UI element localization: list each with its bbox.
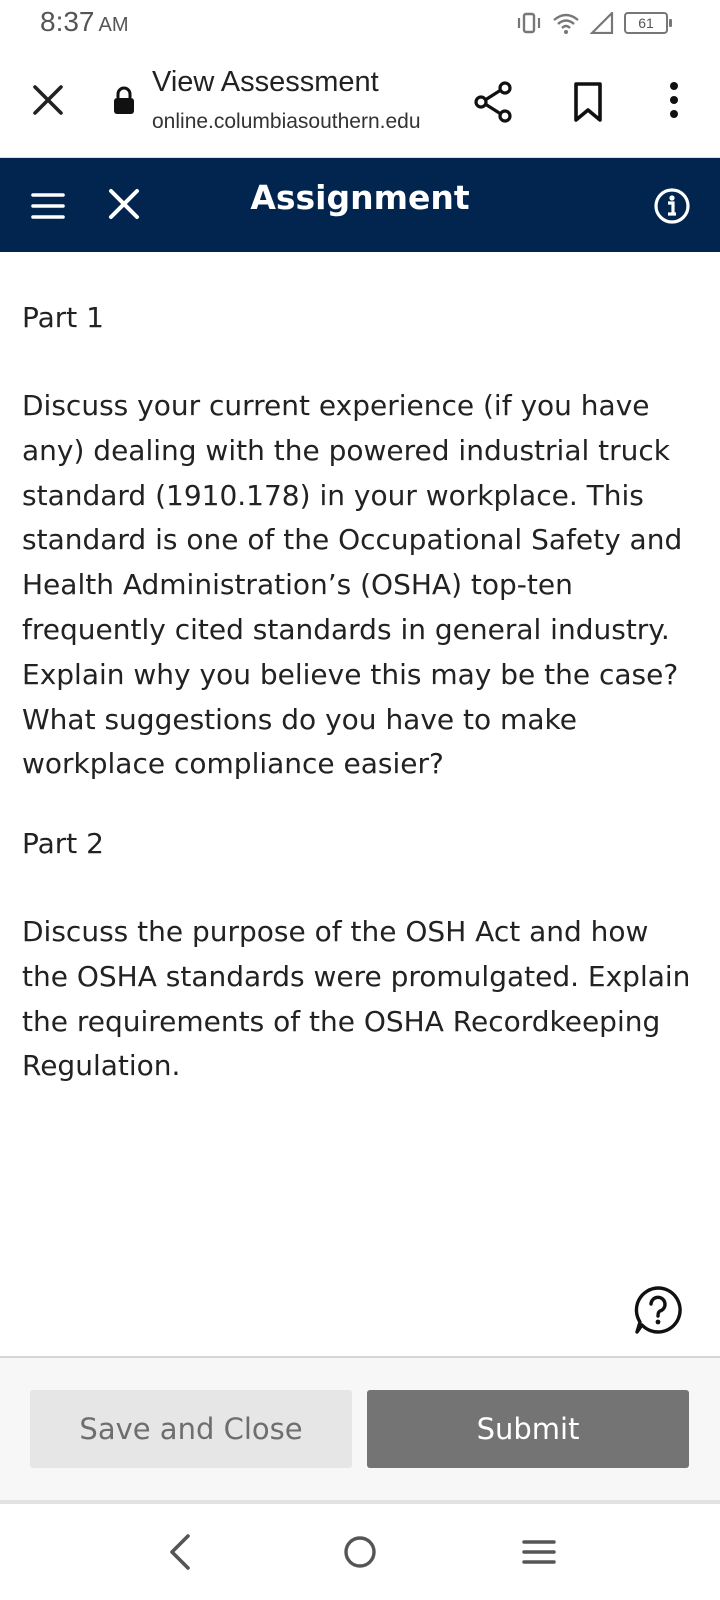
browser-toolbar [0, 48, 720, 158]
part2-label: Part 2 [22, 827, 104, 860]
submit-button[interactable]: Submit [367, 1390, 689, 1468]
action-bar [0, 1356, 720, 1504]
tab-url[interactable]: online.columbiasouthern.edu [152, 110, 421, 133]
status-icons [516, 10, 668, 36]
status-time-value: 8:37 [40, 6, 95, 37]
save-and-close-button[interactable]: Save and Close [30, 1390, 352, 1468]
vibrate-icon [516, 12, 542, 34]
page-title: Assignment [250, 178, 470, 217]
back-icon[interactable] [160, 1530, 200, 1574]
tab-title: View Assessment [152, 66, 379, 98]
close-icon[interactable] [26, 78, 70, 122]
status-time-ampm: AM [98, 14, 129, 36]
help-icon[interactable] [632, 1284, 684, 1336]
app-header [0, 158, 720, 252]
part1-label: Part 1 [22, 301, 104, 334]
status-bar [0, 0, 720, 48]
more-vert-icon[interactable] [656, 78, 692, 126]
assignment-content[interactable] [0, 200, 720, 1356]
wifi-icon [552, 12, 580, 34]
home-icon[interactable] [340, 1530, 380, 1574]
share-icon[interactable] [470, 78, 518, 126]
battery-icon: 61 [624, 12, 668, 34]
system-nav-bar [0, 1504, 720, 1600]
lock-icon [112, 86, 136, 116]
part1-text: Discuss your current experience (if you have any) dealing with the powered industrial truck standard (1910.178) in your workplace. This standard is one of the Occupational Safety and Health Administration’s (OSHA) top-ten frequently cited standards in general industry. Explain why you believe this may be the case? What suggestions do you have to make workplace compliance easier? [22, 389, 683, 781]
recent-apps-icon[interactable] [519, 1530, 559, 1574]
info-icon[interactable] [652, 186, 692, 226]
signal-icon [590, 12, 614, 34]
bookmark-icon[interactable] [568, 78, 608, 126]
part2-text: Discuss the purpose of the OSH Act and how the OSHA standards were promulgated. Explain the requirements of the OSHA Recordkeeping Regulation. [22, 915, 691, 1083]
status-time [40, 6, 129, 38]
